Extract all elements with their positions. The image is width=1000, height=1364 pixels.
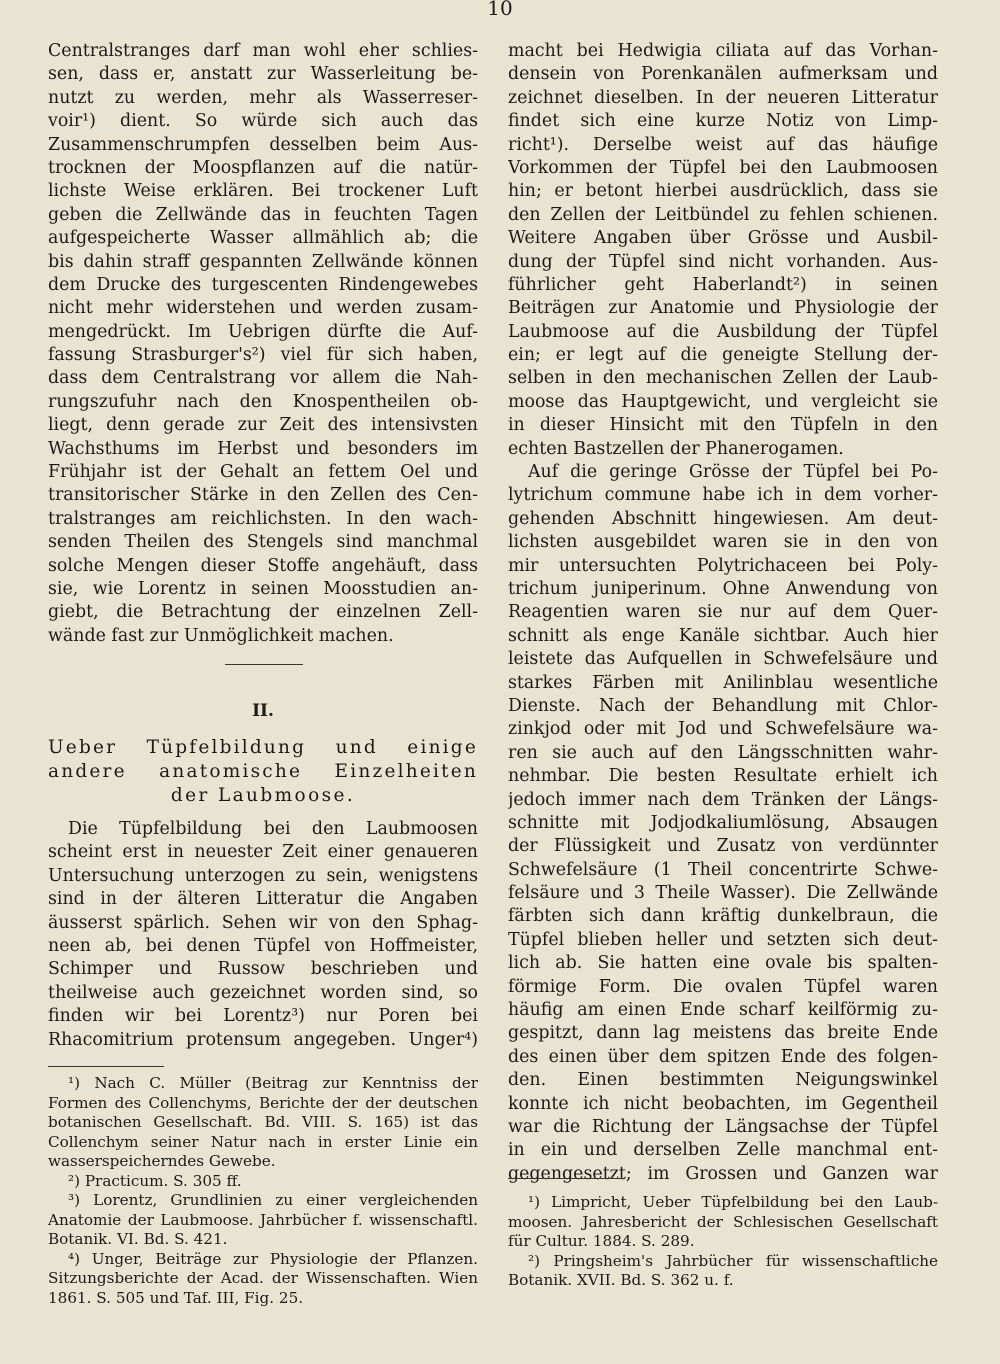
text-line: tralstranges am reichlichsten. In den wach- xyxy=(48,508,478,529)
text-line: Die Tüpfelbildung bei den Laubmoosen xyxy=(68,819,478,839)
text-line: echten Bastzellen der Phanerogamen. xyxy=(508,438,844,459)
text-line: voir¹) dient. So würde sich auch das xyxy=(48,111,478,132)
text-line: finden wir bei Lorentz³) nur Poren bei xyxy=(48,1006,478,1027)
text-line: starkes Färben mit Anilinblau wesentliche xyxy=(508,672,938,693)
text-line: Schimper und Russow beschrieben und xyxy=(48,959,478,980)
text-line: lichsten ausgebildet waren sie in den von xyxy=(508,532,938,553)
text-line: ren sie auch auf den Längsschnitten wahr- xyxy=(508,742,938,763)
footnote-line: 1861. S. 505 und Taf. III, Fig. 25. xyxy=(48,1288,304,1307)
text-line: Weitere Angaben über Grösse und Ausbil- xyxy=(508,228,938,249)
text-line: dem Drucke des turgescenten Rindengewebes xyxy=(48,274,478,295)
text-line: neen ab, bei denen Tüpfel von Hoffmeister, xyxy=(48,935,478,956)
text-line: Vorkommen der Tüpfel bei den Laubmoosen xyxy=(508,157,938,178)
footnote-line: ¹) Limpricht, Ueber Tüpfelbildung bei den Laub- xyxy=(528,1193,938,1211)
left-footnotes xyxy=(48,1074,478,1308)
text-line: den. Einen bestimmten Neigungswinkel xyxy=(508,1070,938,1091)
text-line: Zusammenschrumpfen desselben beim Aus- xyxy=(48,134,478,155)
footnote-divider xyxy=(508,1178,624,1179)
text-line: äusserst spärlich. Sehen wir von den Sphag- xyxy=(48,912,478,933)
text-line: förmige Form. Die ovalen Tüpfel waren xyxy=(508,976,938,997)
text-line: gehenden Abschnitt hingewiesen. Am deut- xyxy=(508,508,938,529)
text-line: mir untersuchten Polytrichaceen bei Poly- xyxy=(508,555,938,576)
text-line: trocknen der Moospflanzen auf die natür- xyxy=(48,157,478,178)
text-line: wände fast zur Unmöglichkeit machen. xyxy=(48,625,394,646)
text-line: in ein und derselben Zelle manchmal ent- xyxy=(508,1140,938,1161)
text-line: Auf die geringe Grösse der Tüpfel bei Po- xyxy=(528,462,938,483)
text-line: in dieser Hinsicht mit den Tüpfeln in den xyxy=(508,415,938,436)
text-line: sie, wie Lorentz in seinen Moosstudien an- xyxy=(48,578,478,599)
text-line: trichum juniperinum. Ohne Anwendung von xyxy=(508,578,938,599)
footnote-line: Collenchym seiner Natur nach in erster Linie ein xyxy=(48,1132,478,1151)
text-line: jedoch immer nach dem Tränken der Längs- xyxy=(508,789,938,810)
text-line: theilweise auch gezeichnet worden sind, so xyxy=(48,982,478,1003)
text-line: lich ab. Sie hatten eine ovale bis spalten- xyxy=(508,953,938,974)
footnote-line: Sitzungsberichte der Acad. der Wissenschaften. Wien xyxy=(48,1269,478,1287)
footnote-line: für Cultur. 1884. S. 289. xyxy=(508,1232,695,1250)
footnote-line: Botanik. VI. Bd. S. 421. xyxy=(48,1230,228,1248)
text-line: färbten sich dann kräftig dunkelbraun, die xyxy=(508,906,938,927)
text-line: des einen über dem spitzen Ende des folgen- xyxy=(508,1046,938,1067)
text-line: schnitt als enge Kanäle sichtbar. Auch hier xyxy=(508,625,938,646)
section-divider xyxy=(225,664,303,665)
page-number: 10 xyxy=(487,0,513,20)
footnote-line: ⁴) Unger, Beiträge zur Physiologie der Pflanzen. xyxy=(68,1249,478,1268)
footnote-line: botanischen Gesellschaft. Bd. VIII. S. 165) ist das xyxy=(48,1113,478,1131)
text-line: Centralstranges darf man wohl eher schlies- xyxy=(48,41,478,61)
text-line: giebt, die Betrachtung der einzelnen Zell- xyxy=(48,602,478,623)
text-line: macht bei Hedwigia ciliata auf das Vorhan- xyxy=(508,41,938,61)
text-line: aufgespeicherte Wasser allmählich ab; die xyxy=(48,228,478,249)
text-line: mengedrückt. Im Uebrigen dürfte die Auf- xyxy=(48,321,478,342)
text-line: war die Richtung der Längsachse der Tüpfel xyxy=(508,1116,938,1137)
text-line: Untersuchung unterzogen zu sein, wenigstens xyxy=(48,865,478,886)
text-line: scheint erst in neuester Zeit einer genaueren xyxy=(48,842,478,863)
footnote-line: Botanik. XVII. Bd. S. 362 u. f. xyxy=(508,1271,734,1289)
heading-line: Ueber Tüpfelbildung und einige xyxy=(48,737,478,758)
text-line: Schwefelsäure (1 Theil concentrirte Schwe- xyxy=(508,859,938,880)
text-line: moose das Hauptgewicht, und vergleicht sie xyxy=(508,391,938,412)
section-number: II. xyxy=(252,701,274,721)
text-line: leistete das Aufquellen in Schwefelsäure und xyxy=(508,649,938,670)
text-line: rungszufuhr nach den Knospentheilen ob- xyxy=(48,391,478,412)
text-line: geben die Zellwände das in feuchten Tagen xyxy=(48,204,478,225)
footnote-line: ²) Pringsheim's Jahrbücher für wissenschaftliche xyxy=(528,1251,938,1270)
text-line: nicht mehr widerstehen und werden zusam- xyxy=(48,298,478,319)
right-footnotes xyxy=(508,1193,938,1291)
text-line: zeichnet dieselben. In der neueren Litteratur xyxy=(508,87,938,108)
footnote-line: ³) Lorentz, Grundlinien zu einer vergleichenden xyxy=(68,1191,478,1209)
text-line: führlicher geht Haberlandt²) in seinen xyxy=(508,274,938,295)
text-line: felsäure und 3 Theile Wasser). Die Zellwände xyxy=(508,883,938,904)
footnote-line: moosen. Jahresbericht der Schlesischen Gesellschaft xyxy=(508,1212,938,1231)
text-line: gegengesetzt; im Grossen und Ganzen war xyxy=(508,1163,938,1184)
text-line: häufig am einen Ende scharf keilförmig zu- xyxy=(508,1000,938,1021)
text-line: ein; er legt auf die geneigte Stellung der- xyxy=(508,345,938,366)
text-line: gespitzt, dann lag meistens das breite Ende xyxy=(508,1023,938,1044)
text-line: lichste Weise erklären. Bei trockener Luft xyxy=(48,181,478,202)
text-line: sen, dass er, anstatt zur Wasserleitung be- xyxy=(48,64,478,85)
text-line: schnitte mit Jodjodkaliumlösung, Absaugen xyxy=(508,812,938,833)
text-line: Tüpfel blieben heller und setzten sich deut- xyxy=(508,929,938,950)
text-line: solche Mengen dieser Stoffe angehäuft, dass xyxy=(48,555,478,576)
text-line: Frühjahr ist der Gehalt an fettem Oel und xyxy=(48,462,478,483)
text-line: Dienste. Nach der Behandlung mit Chlor- xyxy=(508,695,938,716)
text-line: senden Theilen des Stengels sind manchmal xyxy=(48,532,478,553)
heading-line: andere anatomische Einzelheiten xyxy=(48,761,478,782)
text-line: selben in den mechanischen Zellen der Laub- xyxy=(508,368,938,389)
footnote-divider xyxy=(48,1066,164,1067)
section-heading xyxy=(48,736,478,808)
text-line: zinkjod oder mit Jod und Schwefelsäure wa- xyxy=(508,719,938,740)
text-line: dung der Tüpfel sind nicht vorhanden. Aus- xyxy=(508,251,938,272)
text-line: lytrichum commune habe ich in dem vorher- xyxy=(508,485,938,506)
text-line: Beiträgen zur Anatomie und Physiologie der xyxy=(508,298,938,319)
text-line: findet sich eine kurze Notiz von Limp- xyxy=(508,111,938,132)
text-line: liegt, denn gerade zur Zeit des intensivsten xyxy=(48,415,478,436)
footnote-line: wasserspeicherndes Gewebe. xyxy=(48,1152,276,1170)
text-line: Laubmoose auf die Ausbildung der Tüpfel xyxy=(508,321,938,342)
text-line: den Zellen der Leitbündel zu fehlen schienen. xyxy=(508,204,938,225)
text-line: nutzt zu werden, mehr als Wasserreser- xyxy=(48,87,478,108)
footnote-line: Formen des Collenchyms, Berichte der der deutschen xyxy=(48,1093,478,1112)
footnote-line: ¹) Nach C. Müller (Beitrag zur Kenntniss der xyxy=(68,1074,478,1092)
text-line: densein von Porenkanälen aufmerksam und xyxy=(508,64,938,85)
text-line: fassung Strasburger's²) viel für sich haben, xyxy=(48,345,478,366)
right-column xyxy=(508,40,938,1186)
text-line: richt¹). Derselbe weist auf das häufige xyxy=(508,134,938,155)
text-line: transitorischer Stärke in den Zellen des Cen- xyxy=(48,485,478,506)
text-line: Reagentien waren sie nur auf dem Quer- xyxy=(508,602,938,623)
text-line: konnte ich nicht beobachten, im Gegentheil xyxy=(508,1093,938,1114)
text-line: dass dem Centralstrang vor allem die Nah- xyxy=(48,368,478,389)
heading-line: der Laubmoose. xyxy=(170,785,356,806)
text-line: Rhacomitrium protensum angegeben. Unger⁴) xyxy=(48,1029,478,1050)
left-column-paragraph-2 xyxy=(48,818,478,1052)
left-column-paragraph-1 xyxy=(48,40,478,648)
footnote-line: ²) Practicum. S. 305 ff. xyxy=(68,1171,242,1190)
text-line: sind in der älteren Litteratur die Angaben xyxy=(48,889,478,910)
footnote-line: Anatomie der Laubmoose. Jahrbücher f. wissenschaftl. xyxy=(48,1210,478,1229)
text-line: bis dahin straff gespannten Zellwände können xyxy=(48,251,478,272)
text-line: Wachsthums im Herbst und besonders im xyxy=(48,438,478,459)
text-line: hin; er betont hierbei ausdrücklich, dass sie xyxy=(508,181,938,202)
text-line: nehmbar. Die besten Resultate erhielt ich xyxy=(508,766,938,787)
text-line: der Flüssigkeit und Zusatz von verdünnter xyxy=(508,836,938,857)
